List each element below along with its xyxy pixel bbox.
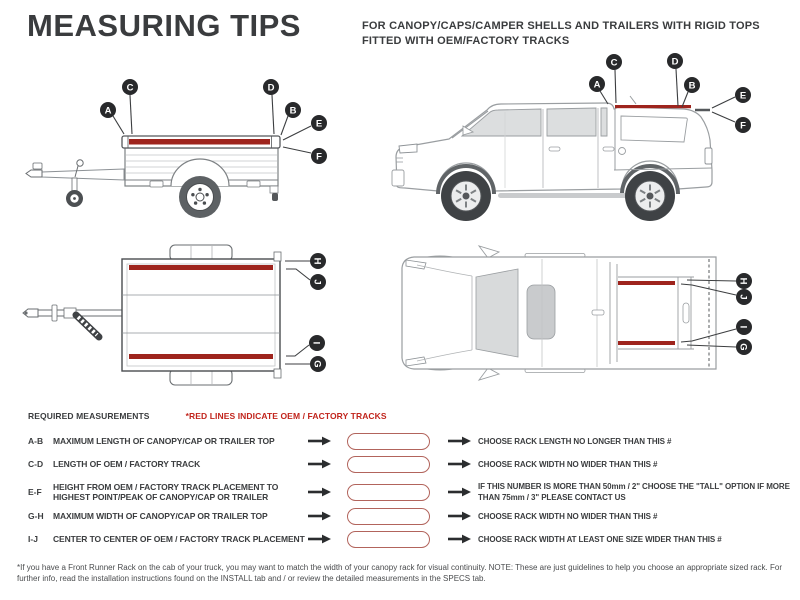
callout-letter: A — [593, 79, 601, 91]
arrow-right-icon — [448, 436, 471, 446]
callout-letter: H — [311, 257, 323, 265]
truck-top-view — [402, 246, 752, 380]
measurement-code: E-F — [28, 487, 42, 497]
callout-letter: D — [267, 82, 275, 94]
callout-letter: J — [737, 294, 749, 300]
rocker-step — [498, 193, 628, 198]
callout-H — [285, 253, 326, 269]
callout-J — [286, 269, 326, 290]
measurement-row-ab — [28, 431, 794, 451]
fuel-door — [619, 148, 626, 155]
callout-letter: E — [315, 118, 323, 130]
measurement-row-cd — [28, 454, 794, 474]
sunroof — [527, 285, 555, 339]
arrow-right-icon — [308, 534, 331, 544]
callout-letter: H — [737, 277, 749, 285]
oem-track-red-line — [129, 354, 273, 359]
trailer-drawbar — [42, 169, 124, 180]
callout-letter: I — [310, 341, 322, 345]
callout-letter: D — [671, 56, 679, 68]
arrow-right-icon — [448, 459, 471, 469]
callout-letter: C — [126, 82, 134, 94]
callout-letter: F — [740, 120, 746, 132]
callout-I — [286, 335, 325, 356]
mirror-bottom — [479, 368, 499, 380]
front-bumper — [392, 170, 404, 186]
callout-D — [667, 53, 683, 106]
measurement-guidance: IF THIS NUMBER IS MORE THAN 50mm / 2" CHOOSE THE "TALL" OPTION IF MORE THAN 75mm / 3" PLEASE CONTACT US — [478, 482, 790, 502]
callout-C — [122, 79, 138, 134]
arrow-right-icon — [308, 487, 331, 497]
callout-letter: B — [289, 105, 297, 117]
oem-track-red-line — [618, 281, 675, 285]
callout-A — [100, 102, 124, 134]
measurement-row-gh — [28, 506, 794, 526]
callout-D — [263, 79, 279, 134]
rear-wheel — [625, 171, 675, 221]
oem-track-red-line — [129, 265, 273, 270]
trailer-hitch-coupler — [26, 170, 42, 177]
callout-letter: I — [737, 325, 749, 329]
measurement-row-ef — [28, 477, 794, 507]
measurement-row-ij — [28, 529, 794, 549]
measurement-code: A-B — [28, 436, 44, 446]
antenna — [630, 96, 636, 104]
subtitle-line-1: FOR CANOPY/CAPS/CAMPER SHELLS AND TRAILERS WITH RIGID TOPS — [362, 20, 760, 32]
measurement-entry-field — [347, 456, 430, 473]
arrow-right-icon — [308, 436, 331, 446]
oem-track-red-line — [615, 105, 691, 108]
callout-G — [285, 356, 326, 372]
footnote: *If you have a Front Runner Rack on the cab of your truck, you may want to match the width of your canopy rack for visual continuity. NOTE: These are just guidelines to help you choose an appropriate sized rack. For further info, read the installation instructions found on the INSTALL tab and / or review the detailed measurements in the SPECS tab. — [17, 563, 782, 583]
measurement-code: G-H — [28, 511, 44, 521]
callout-B — [682, 77, 700, 107]
rear-door-window — [547, 108, 596, 136]
measurement-label: MAXIMUM LENGTH OF CANOPY/CAP OR TRAILER TOP — [53, 435, 275, 446]
callout-letter: B — [688, 80, 696, 92]
callout-E — [283, 115, 327, 140]
red-lines-note: *RED LINES INDICATE OEM / FACTORY TRACKS — [185, 411, 387, 421]
taillight — [705, 148, 712, 164]
measurement-label: CENTER TO CENTER OF OEM / FACTORY TRACK PLACEMENT — [53, 533, 305, 544]
measurement-label: HEIGHT FROM OEM / FACTORY TRACK PLACEMENT TO HIGHEST POINT/PEAK OF CANOPY/CAP OR TRAILER — [53, 481, 279, 502]
measurement-guidance: CHOOSE RACK WIDTH AT LEAST ONE SIZE WIDER THAN THIS # — [478, 534, 722, 544]
arrow-right-icon — [448, 487, 471, 497]
truck-body-top — [402, 257, 716, 369]
callout-letter: E — [739, 90, 747, 102]
measurement-guidance: CHOOSE RACK WIDTH NO WIDER THAN THIS # — [478, 459, 658, 469]
callout-A — [589, 76, 608, 104]
mirror-top — [479, 246, 499, 258]
page-title: MEASURING TIPS — [27, 8, 301, 43]
front-wheel — [441, 171, 491, 221]
callout-E — [712, 87, 751, 108]
required-measurements-heading-row — [28, 411, 387, 421]
measurement-entry-field — [347, 508, 430, 525]
callout-F — [283, 147, 327, 164]
oem-track-red-line — [618, 341, 675, 345]
arrow-right-icon — [308, 511, 331, 521]
callout-F — [712, 112, 751, 133]
measurement-entry-field — [347, 484, 430, 501]
windshield — [476, 269, 518, 357]
required-measurements-label: REQUIRED MEASUREMENTS — [28, 411, 150, 421]
callout-letter: F — [316, 151, 322, 163]
measurement-guidance: CHOOSE RACK LENGTH NO LONGER THAN THIS # — [478, 436, 672, 446]
oem-track-red-line — [129, 139, 270, 145]
arrow-right-icon — [448, 534, 471, 544]
rear-hatch-handle — [683, 303, 689, 323]
callout-letter: G — [737, 343, 749, 351]
trailer-side-view — [26, 79, 327, 218]
callout-letter: J — [311, 279, 323, 285]
subtitle-line-2: FITTED WITH OEM/FACTORY TRACKS — [362, 35, 570, 47]
truck-side-view — [392, 53, 751, 221]
callout-letter: A — [104, 105, 112, 117]
measurement-entry-field — [347, 531, 430, 548]
measurement-code: C-D — [28, 459, 44, 469]
callout-letter: G — [311, 360, 323, 368]
measurement-guidance: CHOOSE RACK WIDTH NO WIDER THAN THIS # — [478, 511, 658, 521]
measurement-entry-field — [347, 433, 430, 450]
measurement-code: I-J — [28, 534, 38, 544]
measurement-label: LENGTH OF OEM / FACTORY TRACK — [53, 458, 201, 469]
arrow-right-icon — [448, 511, 471, 521]
trailer-top-view — [23, 245, 326, 385]
canopy-window — [621, 116, 687, 142]
callout-C — [606, 54, 622, 103]
measurement-label: MAXIMUM WIDTH OF CANOPY/CAP OR TRAILER TOP — [53, 510, 268, 521]
leader-line — [113, 116, 124, 134]
callout-B — [281, 102, 301, 135]
headlight — [399, 144, 417, 153]
callout-letter: C — [610, 57, 618, 69]
arrow-right-icon — [308, 459, 331, 469]
